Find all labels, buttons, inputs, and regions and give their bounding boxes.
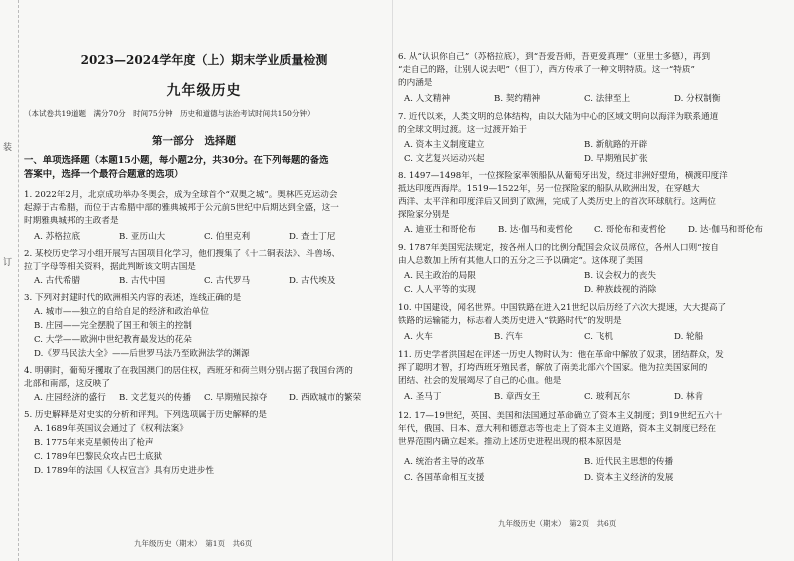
question-text: 铁路的运输能力，标志着人类历史进入“铁路时代”的发明是 (398, 316, 622, 326)
option: D.《罗马民法大全》——后世罗马法乃至欧洲法学的渊源 (34, 349, 250, 359)
question-text: 5. 历史解释是对史实的分析和评判。下列选项属于历史解释的是 (24, 410, 267, 420)
option: A. 迪亚士和哥伦布 (404, 225, 476, 235)
question-text: 11. 历史学者洪国起在评述一历史人物时认为：他在革命中解放了奴隶，团结群众，发 (398, 350, 724, 360)
page-right (398, 0, 790, 561)
option: A. 庄园经济的盛行 (34, 393, 106, 403)
option: A. 统治者主导的改革 (404, 457, 485, 467)
option: C. 大学——欧洲中世纪教育最发达的花朵 (34, 335, 192, 345)
exam-title: 2023—2024学年度（上）期末学业质量检测 (80, 53, 328, 67)
question-text: 7. 近代以来，人类文明的总体结构，由以大陆为中心的区域文明向以海洋为联系通道 (398, 112, 719, 122)
option: B. 亚历山大 (119, 232, 166, 242)
option: A. 资本主义制度建立 (404, 140, 485, 150)
question-text: 西洋、太平洋和印度洋后又回到了欧洲，完成了人类历史上的首次环球航行。这两位 (398, 197, 716, 207)
exam-note: （本试卷共19道题 满分70分 时间75分钟 历史和道德与法治考试时间共150分钟） (24, 109, 315, 118)
option: B. 契约精神 (494, 94, 541, 104)
option: A. 火车 (404, 332, 433, 342)
question-text: 6. 从“认识你自己”（苏格拉底），到“吾爱吾师，吾更爱真理”（亚里士多德），再到 (398, 52, 711, 62)
option: B. 1775年来克星顿传出了枪声 (34, 438, 154, 448)
option: A. 苏格拉底 (34, 232, 81, 242)
option: C. 法律至上 (584, 94, 631, 104)
option: D. 种族歧视的消除 (584, 285, 657, 295)
subject-title: 九年级历史 (166, 83, 242, 99)
binding-mark: 装 (3, 143, 13, 153)
question-text: 12. 17—19世纪，英国、美国和法国通过革命确立了资本主义制度；到19世纪五六十 (398, 411, 723, 421)
question-text: 4. 明朝时，葡萄牙攫取了在我国澳门的居住权，西班牙和荷兰则分别占据了我国台湾的 (24, 366, 353, 376)
question-text: 8. 1497—1498年，一位探险家率领船队从葡萄牙出发，绕过非洲好望角，横渡印度洋 (398, 171, 728, 181)
page-left (24, 0, 384, 561)
option: B. 文艺复兴的传播 (119, 393, 191, 403)
page-footer: 九年级历史（期末） 第2页 共6页 (498, 519, 617, 528)
question-text: 2. 某校历史学习小组开展写古国项目化学习，他们搜集了《十二铜表法》、斗兽场、 (24, 249, 341, 259)
option: D. 林肯 (674, 392, 704, 402)
question-text: 探险家分别是 (398, 210, 450, 220)
option: D. 资本主义经济的发展 (584, 473, 674, 483)
option: C. 文艺复兴运动兴起 (404, 154, 485, 164)
option: C. 玻利瓦尔 (584, 392, 631, 402)
option: A. 民主政治的局限 (404, 271, 476, 281)
option: A. 人文精神 (404, 94, 451, 104)
page-footer: 九年级历史（期末） 第1页 共6页 (134, 539, 253, 548)
question-text: 10. 中国建设，闻名世界。中国铁路在进入21世纪以后历经了六次大提速，大大提高了 (398, 303, 727, 313)
option: D. 古代埃及 (289, 276, 336, 286)
option: D. 1789年的法国《人权宣言》具有历史进步性 (34, 466, 215, 476)
option: C. 1789年巴黎民众攻占巴士底狱 (34, 452, 163, 462)
binding-margin (0, 0, 19, 561)
option: C. 各国革命相互支援 (404, 473, 485, 483)
section-instruction: 一、单项选择题（本题15小题，每小题2分，共30分。在下列每题的备选 (24, 155, 329, 166)
question-text: 挥了聪明才智，打垮西班牙殖民者，解放了南美北部六个国家。他为拉美国家间的 (398, 363, 708, 373)
option: D. 早期殖民扩张 (584, 154, 648, 164)
option: A. 1689年英国议会通过了《权利法案》 (34, 424, 188, 434)
part-heading: 第一部分 选择题 (152, 135, 236, 147)
question-text: 1. 2022年2月，北京成功举办冬奥会，成为全球首个“双奥之城”。奥林匹克运动会 (24, 190, 338, 200)
option: C. 伯里克利 (204, 232, 251, 242)
option: B. 新航路的开辟 (584, 140, 648, 150)
question-text: 起源于古希腊，而位于古希腊中部的雅典城邦于公元前5世纪中后期达到全盛，这一 (24, 203, 339, 213)
section-instruction: 答案中，选择一个最符合题意的选项） (24, 169, 184, 180)
option: B. 汽车 (494, 332, 523, 342)
question-text: 团结、社会的发展竭尽了自己的心血。他是 (398, 376, 562, 386)
question-text: 的内涵是 (398, 78, 433, 88)
question-text: 抵达印度西海岸。1519—1522年，另一位探险家的船队从欧洲出发，在穿越大 (398, 184, 700, 194)
page-divider (392, 0, 393, 561)
option: B. 庄园——完全摆脱了国王和领主的控制 (34, 321, 192, 331)
option: A. 圣马丁 (404, 392, 442, 402)
option: C. 早期殖民掠夺 (204, 393, 268, 403)
question-text: 拉丁字母等相关资料，据此判断该文明古国是 (24, 262, 196, 272)
question-text: 世界范围内确立起来。推动上述历史进程出现的根本原因是 (398, 437, 622, 447)
option: A. 古代希腊 (34, 276, 81, 286)
option: D. 分权制衡 (674, 94, 721, 104)
question-text: 年代，俄国、日本、意大利和德意志等也走上了资本主义道路，资本主义制度已经在 (398, 424, 716, 434)
question-text: 9. 1787年美国宪法规定，按各州人口的比例分配国会众议员席位，各州人口则“按自 (398, 243, 719, 253)
question-text: “走自己的路，让别人说去吧”（但丁），西方传承了一种文明特质。这一“特质” (398, 65, 695, 75)
option: D. 查士丁尼 (289, 232, 336, 242)
option: C. 哥伦布和麦哲伦 (594, 225, 666, 235)
option: B. 达·伽马和麦哲伦 (498, 225, 573, 235)
option: B. 章西女王 (494, 392, 541, 402)
option: B. 议会权力的丧失 (584, 271, 656, 281)
binding-mark: 订 (3, 258, 13, 268)
option: A. 城市——独立的自给自足的经济和政治单位 (34, 307, 209, 317)
question-text: 北部和南部，这反映了 (24, 379, 110, 389)
option: C. 人人平等的实现 (404, 285, 476, 295)
question-text: 由人总数加上所有其他人口的五分之三予以确定”。这体现了美国 (398, 256, 644, 266)
option: D. 达·伽马和哥伦布 (688, 225, 763, 235)
option: D. 西欧城市的繁荣 (289, 393, 362, 403)
question-text: 时期雅典城邦的主政者是 (24, 216, 119, 226)
question-text: 的全球文明过渡。这一过渡开始于 (398, 125, 527, 135)
option: B. 近代民主思想的传播 (584, 457, 674, 467)
question-text: 3. 下列对封建时代的欧洲相关内容的表述，连线正确的是 (24, 293, 242, 303)
option: D. 轮船 (674, 332, 704, 342)
option: B. 古代中国 (119, 276, 166, 286)
option: C. 古代罗马 (204, 276, 251, 286)
option: C. 飞机 (584, 332, 613, 342)
